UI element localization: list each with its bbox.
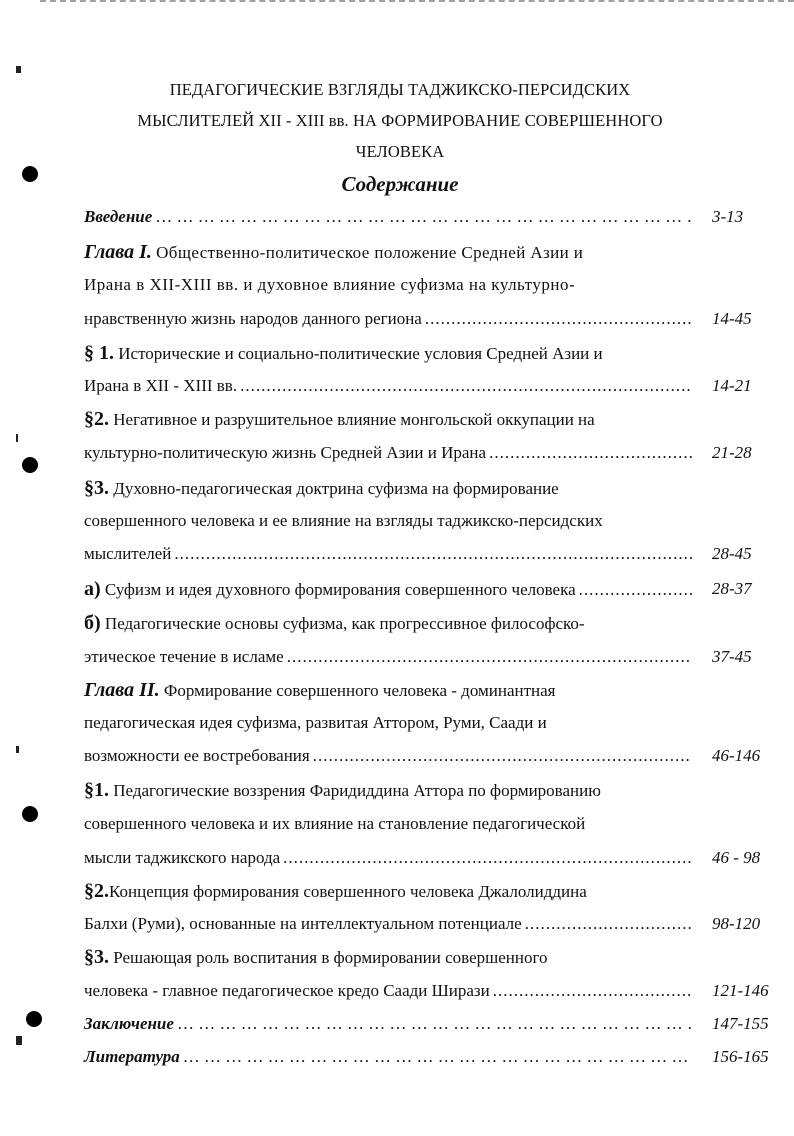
toc-page-chapter-1: 14-45 [712,309,752,328]
toc-page-section-1-3-b: 37-45 [712,647,752,666]
dot-leader [287,645,692,669]
toc-page-section-1-3-a: 28-37 [712,579,752,598]
toc-text: совершенного человека и ее влияние на взгляды таджикско-персидских [84,511,603,530]
document-title-line-2: МЫСЛИТЕЛЕЙ XII - XIII вв. НА ФОРМИРОВАНИЕ СОВЕРШЕННОГО [137,111,663,130]
toc-text: Ирана в XII-XIII вв. и духовное влияние суфизма на культурно- [84,275,576,294]
toc-entry-conclusion [84,1012,692,1036]
scan-top-border [40,0,794,3]
scan-speck [16,1036,22,1045]
toc-text: Суфизм и идея духовного формирования совершенного человека [104,580,576,599]
toc-entry-section-1-1 [84,341,692,365]
toc-entry-chapter-2-line-1 [84,678,692,702]
toc-section-number: § 1. [84,342,114,364]
toc-page-literature: 156-165 [712,1047,769,1066]
toc-label-literature: Литература [84,1047,180,1066]
toc-text: Общественно-политическое положение Средней Азии и [156,243,584,262]
toc-text: педагогическая идея суфизма, развитая Аттором, Руми, Саади и [84,713,547,732]
scan-speck [16,434,18,442]
dot-leader [525,912,692,936]
toc-text: совершенного человека и их влияние на становление педагогической [84,814,586,833]
dot-leader [174,542,692,566]
toc-text: Концепция формирования совершенного человека Джалолиддина [109,882,587,901]
toc-text: Решающая роль воспитания в формировании совершенного [113,948,548,967]
toc-entry-section-1-2-line-2 [84,441,692,465]
dot-leader [493,979,692,1003]
dot-leader [177,1012,692,1036]
toc-entry-section-2-1-line-3 [84,846,692,870]
toc-entry-chapter-1-line-1 [84,240,692,264]
toc-section-number: §2. [84,880,109,902]
toc-text: культурно-политическую жизнь Средней Азии и Ирана [84,443,487,462]
toc-text: Духовно-педагогическая доктрина суфизма на формирование [113,479,559,498]
toc-page-section-2-3: 121-146 [712,981,769,1000]
toc-text: Педагогические основы суфизма, как прогрессивное философско- [104,614,585,633]
scan-speck [16,746,19,753]
toc-section-number: §1. [84,779,109,801]
binder-hole [22,166,38,182]
toc-entry-introduction [84,205,692,229]
binder-hole [26,1011,42,1027]
toc-text: мысли таджикского народа [84,848,281,867]
toc-label-introduction: Введение [84,207,153,226]
toc-text: Балхи (Руми), основанные на интеллектуальном потенциале [84,914,522,933]
dot-leader [240,374,692,398]
toc-text: Ирана в XII - XIII вв. [84,376,238,395]
toc-page-chapter-2: 46-146 [712,746,761,765]
toc-section-number: §3. [84,477,109,499]
toc-text: этическое течение в исламе [84,647,284,666]
toc-page-introduction: 3-13 [712,207,744,226]
toc-text: Исторические и социально-политические условия Средней Азии и [118,344,603,363]
toc-page-section-1-2: 21-28 [712,443,752,462]
toc-text: Формирование совершенного человека - доминантная [163,681,556,700]
dot-leader [579,578,692,602]
toc-label-chapter-1: Глава I. [84,241,152,263]
toc-entry-section-1-3 [84,476,692,500]
toc-entry-chapter-2-line-3 [84,744,692,768]
toc-text: Педагогические воззрения Фаридиддина Аттора по формированию [113,781,601,800]
toc-entry-section-2-1 [84,778,692,802]
toc-section-number: §3. [84,946,109,968]
toc-label-chapter-2: Глава II. [84,679,160,701]
toc-text: возможности ее востребования [84,746,310,765]
document-title-line-3: ЧЕЛОВЕКА [355,142,445,161]
dot-leader [155,205,692,229]
scan-speck [16,66,21,73]
contents-heading: Содержание [341,172,459,196]
toc-entry-literature [84,1045,692,1069]
toc-section-number: б) [84,612,101,634]
toc-text: мыслителей [84,544,172,563]
toc-label-conclusion: Заключение [84,1014,174,1033]
toc-entry-section-1-3-b [84,611,692,635]
toc-entry-section-1-1-line-2 [84,374,692,398]
toc-entry-section-1-3-b-line-2 [84,645,692,669]
toc-page-section-1-1: 14-21 [712,376,752,395]
dot-leader [283,846,692,870]
dot-leader [489,441,692,465]
toc-entry-section-1-3-a [84,577,692,601]
toc-text: человека - главное педагогическое кредо Саади Ширази [84,981,490,1000]
toc-entry-section-2-2-line-2 [84,912,692,936]
toc-page-section-1-3: 28-45 [712,544,752,563]
toc-entry-chapter-1-line-3 [84,307,692,331]
document-title-line-1: ПЕДАГОГИЧЕСКИЕ ВЗГЛЯДЫ ТАДЖИКСКО-ПЕРСИДСКИХ [169,80,631,99]
toc-entry-section-1-3-line-3 [84,542,692,566]
dot-leader [425,307,692,331]
dot-leader [313,744,692,768]
toc-entry-section-2-2 [84,879,692,903]
toc-entry-section-2-3 [84,945,692,969]
binder-hole [22,457,38,473]
toc-page-section-2-2: 98-120 [712,914,761,933]
toc-page-conclusion: 147-155 [712,1014,769,1033]
toc-section-number: §2. [84,408,109,430]
binder-hole [22,806,38,822]
toc-entry-section-1-2 [84,407,692,431]
toc-page-section-2-1: 46 - 98 [712,848,761,867]
toc-text: Негативное и разрушительное влияние монгольской оккупации на [113,410,595,429]
toc-text: нравственную жизнь народов данного региона [84,309,422,328]
toc-section-number: а) [84,578,101,600]
dot-leader [183,1045,692,1069]
toc-entry-section-2-3-line-2 [84,979,692,1003]
